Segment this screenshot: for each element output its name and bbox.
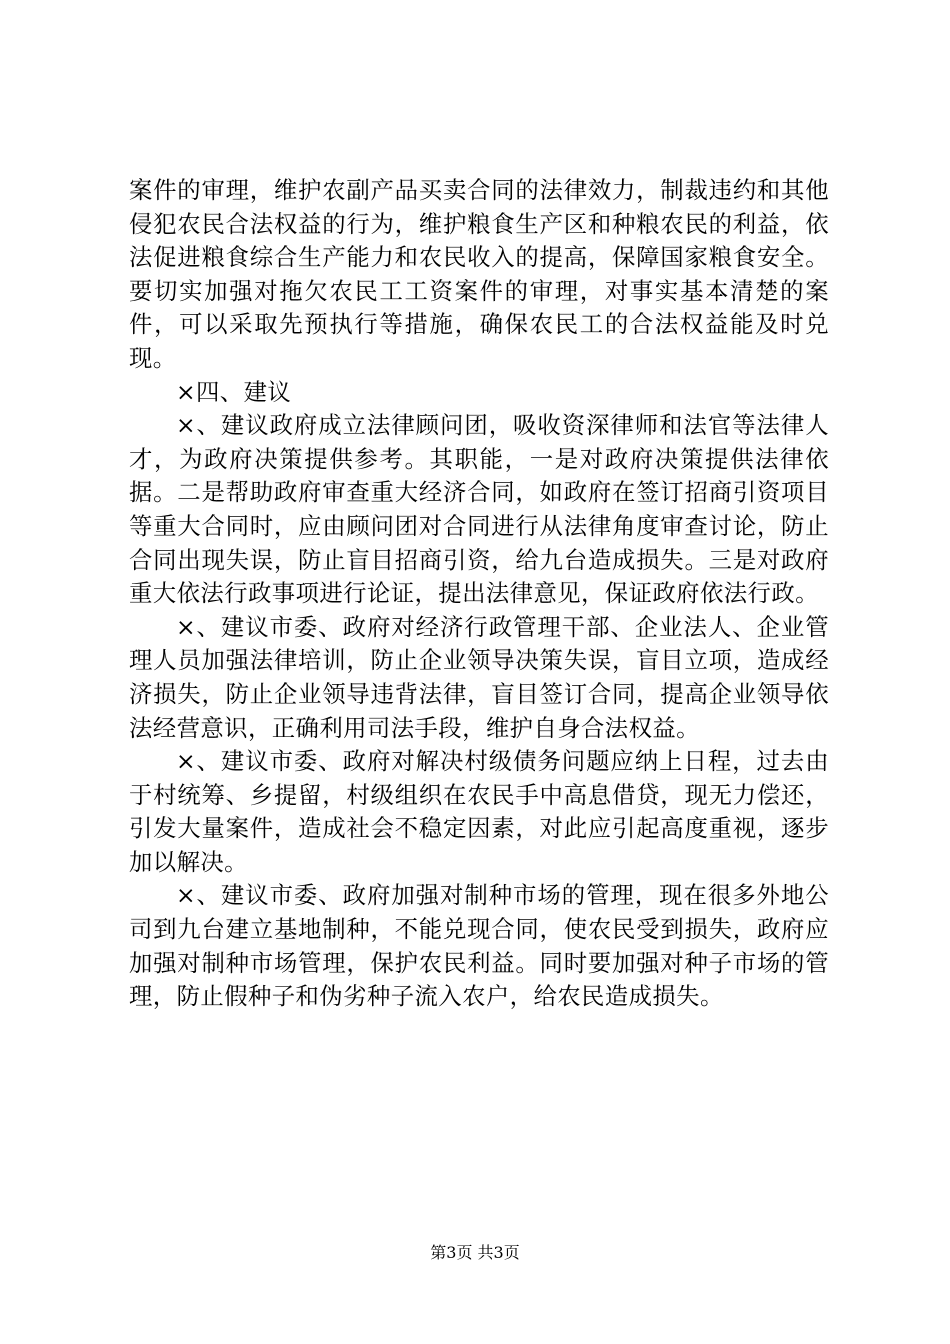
paragraph-suggestion-village-debt: ×、建议市委、政府对解决村级债务问题应纳上日程，过去由于村统筹、乡提留，村级组织在农民手中高息借贷，现无力偿还，引发大量案件，造成社会不稳定因素，对此应引起高度重视，逐步加以解决。 (129, 747, 829, 876)
paragraph-continuation: 案件的审理，维护农副产品买卖合同的法律效力，制裁违约和其他侵犯农民合法权益的行为，维护粮食生产区和种粮农民的利益，依法促进粮食综合生产能力和农民收入的提高，保障国家粮食安全。要切实加强对拖欠农民工工资案件的审理，对事实基本清楚的案件，可以采取先预执行等措施，确保农民工的合法权益能及时兑现。 (129, 176, 829, 372)
document-body (129, 174, 829, 1014)
page-footer: 第3页 共3页 (430, 1243, 520, 1262)
paragraph-suggestion-seed-market: ×、建议市委、政府加强对制种市场的管理，现在很多外地公司到九台建立基地制种，不能兑现合同，使农民受到损失，政府应加强对制种市场管理，保护农民利益。同时要加强对种子市场的管理，防止假种子和伪劣种子流入农户，给农民造成损失。 (129, 881, 829, 1011)
paragraph-suggestion-legal-advisors: ×、建议政府成立法律顾问团，吸收资深律师和法官等法律人才，为政府决策提供参考。其职能，一是对政府决策提供法律依据。二是帮助政府审查重大经济合同，如政府在签订招商引资项目等重大合同时，应由顾问团对合同进行从法律角度审查讨论，防止合同出现失误，防止盲目招商引资，给九台造成损失。三是对政府重大依法行政事项进行论证，提出法律意见，保证政府依法行政。 (129, 411, 829, 608)
section-heading-suggestions: ×四、建议 (176, 377, 292, 406)
paragraph-suggestion-legal-training: ×、建议市委、政府对经济行政管理干部、企业法人、企业管理人员加强法律培训，防止企业领导决策失误，盲目立项，造成经济损失，防止企业领导违背法律，盲目签订合同，提高企业领导依法经营意识，正确利用司法手段，维护自身合法权益。 (129, 612, 829, 742)
